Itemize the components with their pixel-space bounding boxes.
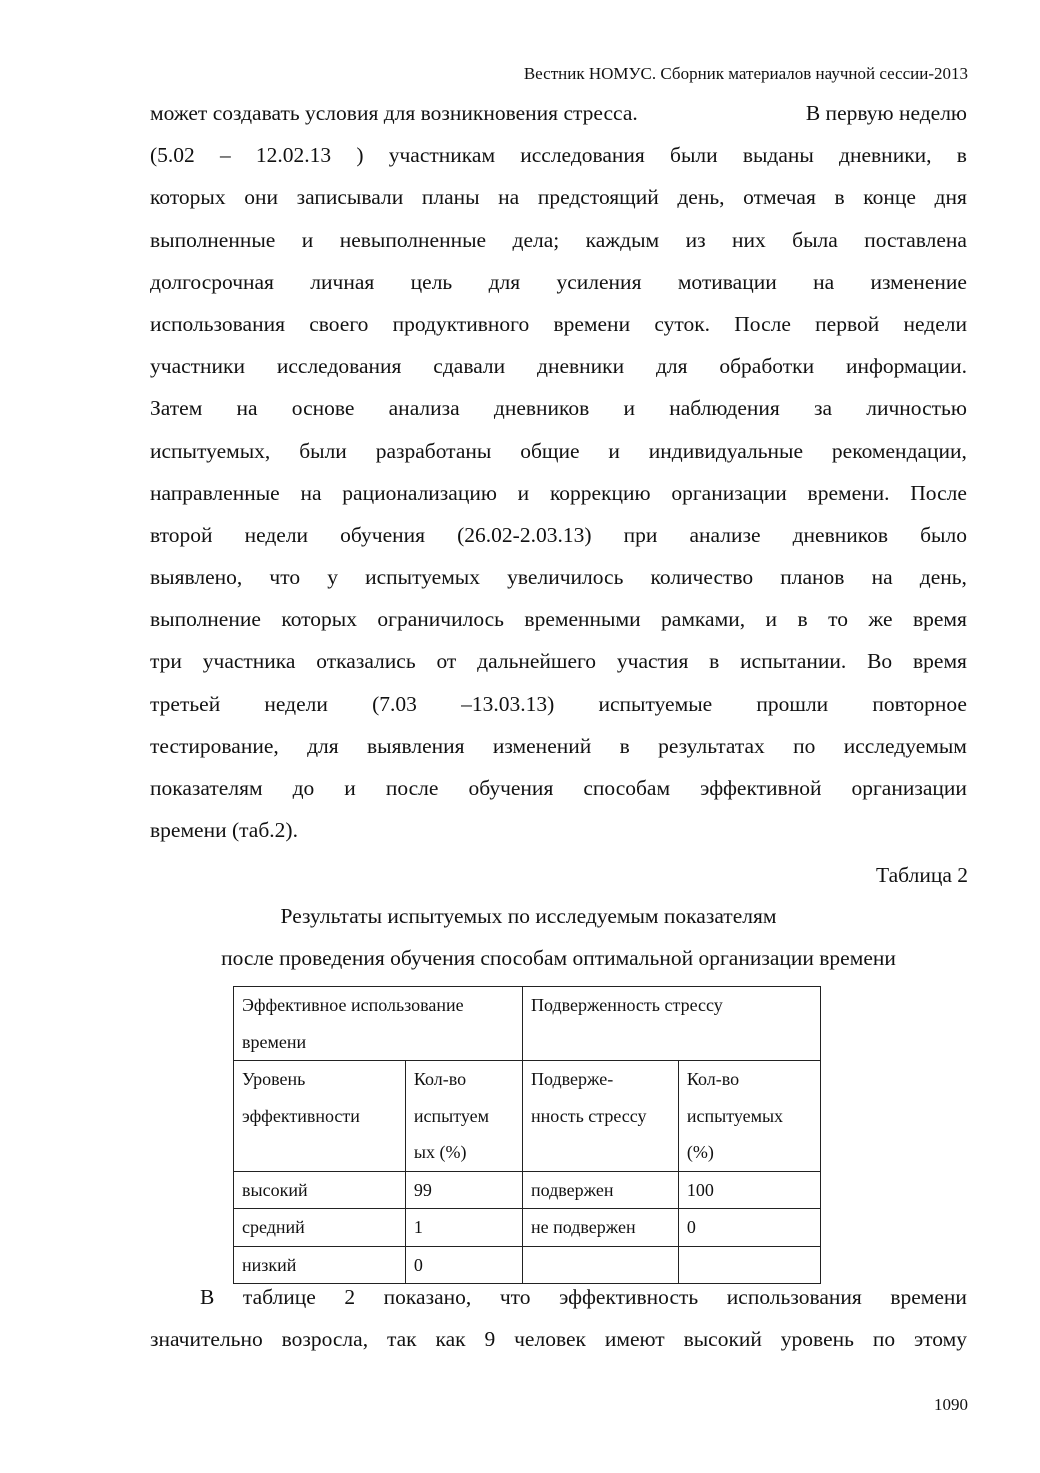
word: (7.03 bbox=[372, 691, 417, 716]
following-paragraph bbox=[150, 1276, 967, 1360]
word: индивидуальные bbox=[648, 438, 804, 463]
word: использования bbox=[150, 311, 285, 336]
word: общие bbox=[520, 438, 580, 463]
word: каждым bbox=[585, 227, 660, 252]
word: (5.02 bbox=[150, 143, 195, 168]
word: усиления bbox=[556, 269, 642, 294]
table-column-header-row bbox=[234, 1061, 821, 1172]
word: дневники bbox=[537, 354, 625, 379]
word: дела; bbox=[512, 227, 560, 252]
page-number: 1090 bbox=[934, 1395, 968, 1414]
word: информации. bbox=[845, 354, 967, 379]
word: направленные bbox=[150, 480, 280, 505]
text-line bbox=[150, 640, 967, 682]
text-line bbox=[150, 767, 967, 809]
word: было bbox=[920, 522, 967, 547]
word: изменение bbox=[870, 269, 967, 294]
text-line bbox=[150, 683, 967, 725]
word: выполнение bbox=[150, 607, 261, 632]
word: времени. bbox=[807, 480, 890, 505]
word: В bbox=[200, 1285, 215, 1309]
text-line bbox=[150, 598, 967, 640]
word: поставлена bbox=[864, 227, 967, 252]
column-header-count-stress: Кол-во испытуемых (%) bbox=[678, 1061, 820, 1172]
word: личная bbox=[310, 269, 375, 294]
word: невыполненные bbox=[339, 227, 487, 252]
word: После bbox=[734, 311, 791, 336]
word: выданы bbox=[742, 143, 814, 168]
word: и bbox=[344, 776, 356, 800]
table-cell: 99 bbox=[405, 1171, 522, 1209]
text-line bbox=[150, 472, 967, 514]
word: основе bbox=[291, 396, 355, 421]
word: выполненные bbox=[150, 227, 276, 252]
word: в bbox=[834, 185, 845, 210]
word: из bbox=[685, 227, 706, 252]
word: и bbox=[623, 396, 636, 421]
word: ограничилось bbox=[377, 607, 504, 632]
word: для bbox=[307, 733, 339, 758]
word: так bbox=[386, 1327, 417, 1352]
word: 12.02.13 bbox=[255, 143, 332, 168]
word: анализе bbox=[689, 522, 761, 547]
table-cell: высокий bbox=[234, 1171, 406, 1209]
word: участники bbox=[150, 354, 246, 379]
word: на bbox=[236, 396, 258, 421]
text-line bbox=[150, 92, 967, 134]
text-line bbox=[150, 556, 967, 598]
word: времени bbox=[890, 1285, 967, 1309]
word: испытуемых bbox=[365, 565, 481, 590]
word: время bbox=[913, 649, 967, 674]
word: отказались bbox=[316, 649, 416, 674]
word: третьей bbox=[150, 691, 221, 716]
text-line bbox=[150, 303, 967, 345]
column-header-stress-exposure: Подверже- нность стрессу bbox=[523, 1061, 679, 1172]
word: для bbox=[655, 354, 688, 379]
word: временными bbox=[524, 607, 641, 632]
word: увеличилось bbox=[507, 565, 624, 590]
table-row bbox=[234, 1171, 821, 1209]
word: дневники, bbox=[839, 143, 932, 168]
word: этому bbox=[913, 1327, 967, 1352]
word: повторное bbox=[872, 691, 967, 716]
word: дальнейшего bbox=[477, 649, 597, 674]
text-line bbox=[150, 430, 967, 472]
word: своего bbox=[309, 311, 369, 336]
word: В первую неделю bbox=[805, 101, 967, 125]
word: испытуемые bbox=[598, 691, 713, 716]
word: которых bbox=[281, 607, 357, 632]
word: испытуемых, bbox=[150, 438, 271, 463]
word: коррекцию bbox=[549, 480, 651, 505]
word: на bbox=[300, 480, 322, 505]
word: –13.03.13) bbox=[461, 691, 555, 716]
word: долгосрочная bbox=[150, 269, 274, 294]
word: (26.02-2.03.13) bbox=[457, 522, 592, 547]
word: исследования bbox=[520, 143, 645, 168]
word: 9 bbox=[484, 1327, 496, 1352]
word: уровень bbox=[780, 1327, 854, 1352]
word: и bbox=[301, 227, 314, 252]
word: и bbox=[765, 607, 778, 632]
word: может создавать условия для возникновения стресса. bbox=[150, 101, 638, 125]
word: обучения bbox=[340, 522, 426, 547]
word: тестирование, bbox=[150, 733, 279, 758]
word: день, bbox=[677, 185, 725, 210]
word: времени bbox=[553, 311, 631, 336]
word: эффективной bbox=[700, 776, 822, 800]
word: рекомендации, bbox=[831, 438, 967, 463]
word: рамками, bbox=[661, 607, 746, 632]
word: были bbox=[670, 143, 718, 168]
word: недели bbox=[264, 691, 328, 716]
word: времени (таб.2). bbox=[150, 818, 298, 843]
word: прошли bbox=[756, 691, 829, 716]
word: планов bbox=[780, 565, 845, 590]
word: второй bbox=[150, 522, 213, 547]
group-header-stress: Подверженность стрессу bbox=[523, 987, 821, 1061]
word: в bbox=[619, 733, 630, 758]
word: отмечая bbox=[743, 185, 816, 210]
word: были bbox=[299, 438, 347, 463]
table-caption-line-2: после проведения обучения способам оптимальной организации времени bbox=[221, 946, 896, 970]
word: После bbox=[910, 480, 967, 505]
word: планы bbox=[421, 185, 480, 210]
text-line bbox=[150, 134, 967, 176]
results-table bbox=[233, 986, 821, 1284]
word: сдавали bbox=[433, 354, 506, 379]
word: конце bbox=[863, 185, 916, 210]
word: мотивации bbox=[677, 269, 777, 294]
word: предстоящий bbox=[537, 185, 659, 210]
word: которых bbox=[150, 185, 226, 210]
word: по bbox=[872, 1327, 896, 1352]
word: участника bbox=[202, 649, 296, 674]
text-line bbox=[150, 345, 967, 387]
text-line bbox=[150, 1318, 967, 1360]
word: результатах bbox=[658, 733, 765, 758]
table-cell: подвержен bbox=[523, 1171, 679, 1209]
word: использования bbox=[726, 1285, 862, 1309]
word: исследуемым bbox=[843, 733, 967, 758]
word: количество bbox=[650, 565, 754, 590]
word: на bbox=[813, 269, 835, 294]
word: по bbox=[793, 733, 816, 758]
table-caption-line-1: Результаты испытуемых по исследуемым показателям bbox=[280, 904, 777, 928]
word: дня bbox=[934, 185, 967, 210]
word: дневников bbox=[792, 522, 889, 547]
main-paragraph bbox=[150, 92, 967, 851]
word: них bbox=[731, 227, 766, 252]
word: же bbox=[868, 607, 893, 632]
word: наблюдения bbox=[669, 396, 780, 421]
text-line bbox=[150, 261, 967, 303]
word: возросла, bbox=[281, 1327, 369, 1352]
word: дневников bbox=[493, 396, 590, 421]
word: высокий bbox=[683, 1327, 762, 1352]
word: значительно bbox=[150, 1327, 263, 1352]
text-line bbox=[150, 176, 967, 218]
text-line bbox=[150, 219, 967, 261]
word: день, bbox=[919, 565, 967, 590]
word: то bbox=[828, 607, 848, 632]
word: участникам bbox=[388, 143, 496, 168]
word: от bbox=[436, 649, 457, 674]
word: имеют bbox=[604, 1327, 665, 1352]
word: как bbox=[435, 1327, 466, 1352]
word: для bbox=[488, 269, 521, 294]
running-header: Вестник НОМУС. Сборник материалов научной сессии-2013 bbox=[523, 64, 968, 83]
word: эффективность bbox=[559, 1285, 699, 1309]
word: показателям bbox=[150, 776, 263, 800]
word: первой bbox=[815, 311, 880, 336]
table-label: Таблица 2 bbox=[876, 863, 968, 887]
table-cell: 0 bbox=[678, 1209, 820, 1247]
word: недели bbox=[903, 311, 967, 336]
column-header-level: Уровень эффективности bbox=[234, 1061, 406, 1172]
text-line bbox=[150, 725, 967, 767]
word: недели bbox=[244, 522, 309, 547]
word: за bbox=[813, 396, 833, 421]
word: таблице bbox=[242, 1285, 316, 1309]
word: личностью bbox=[866, 396, 967, 421]
word: обработки bbox=[719, 354, 815, 379]
text-line bbox=[150, 514, 967, 556]
table-cell: 1 bbox=[405, 1209, 522, 1247]
word: 2 bbox=[344, 1285, 356, 1309]
word: рационализацию bbox=[342, 480, 497, 505]
word: выявления bbox=[366, 733, 465, 758]
table-cell: не подвержен bbox=[523, 1209, 679, 1247]
word: Затем bbox=[150, 396, 203, 421]
word: три bbox=[150, 649, 182, 674]
word: и bbox=[608, 438, 620, 463]
word: испытании. bbox=[740, 649, 847, 674]
word: анализа bbox=[388, 396, 460, 421]
word: разработаны bbox=[375, 438, 492, 463]
word: обучения bbox=[468, 776, 554, 800]
word: в bbox=[956, 143, 967, 168]
word: и bbox=[517, 480, 530, 505]
word: в bbox=[797, 607, 808, 632]
word: суток. bbox=[654, 311, 711, 336]
word: на bbox=[871, 565, 893, 590]
table-cell: низкий bbox=[234, 1246, 406, 1284]
column-header-count-efficiency: Кол-во испытуем ых (%) bbox=[405, 1061, 522, 1172]
table-cell: 100 bbox=[678, 1171, 820, 1209]
table-cell: средний bbox=[234, 1209, 406, 1247]
word: была bbox=[792, 227, 838, 252]
word: организации bbox=[851, 776, 967, 800]
word: до bbox=[292, 776, 315, 800]
word: изменений bbox=[492, 733, 592, 758]
word: в bbox=[709, 649, 720, 674]
word: выявлено, bbox=[150, 565, 243, 590]
word: на bbox=[498, 185, 520, 210]
word: человек bbox=[514, 1327, 586, 1352]
word: ) bbox=[356, 143, 364, 168]
word: цель bbox=[410, 269, 453, 294]
word: время bbox=[912, 607, 967, 632]
word: они bbox=[244, 185, 279, 210]
text-line bbox=[150, 1276, 967, 1318]
word: показано, bbox=[383, 1285, 472, 1309]
word: продуктивного bbox=[392, 311, 530, 336]
word: участия bbox=[616, 649, 689, 674]
word: исследования bbox=[276, 354, 402, 379]
text-line bbox=[150, 809, 967, 851]
word: у bbox=[327, 565, 338, 590]
table-cell: 0 bbox=[405, 1246, 522, 1284]
group-header-efficiency: Эффективное использование времени bbox=[234, 987, 523, 1061]
word: при bbox=[623, 522, 658, 547]
word: – bbox=[219, 143, 231, 168]
text-line bbox=[150, 387, 967, 429]
word: Во bbox=[867, 649, 893, 674]
table-row bbox=[234, 1209, 821, 1247]
table-group-header-row bbox=[234, 987, 821, 1061]
word: организации bbox=[671, 480, 787, 505]
word: записывали bbox=[296, 185, 404, 210]
word: что bbox=[269, 565, 301, 590]
word: после bbox=[385, 776, 439, 800]
word: что bbox=[499, 1285, 531, 1309]
word: способам bbox=[583, 776, 671, 800]
